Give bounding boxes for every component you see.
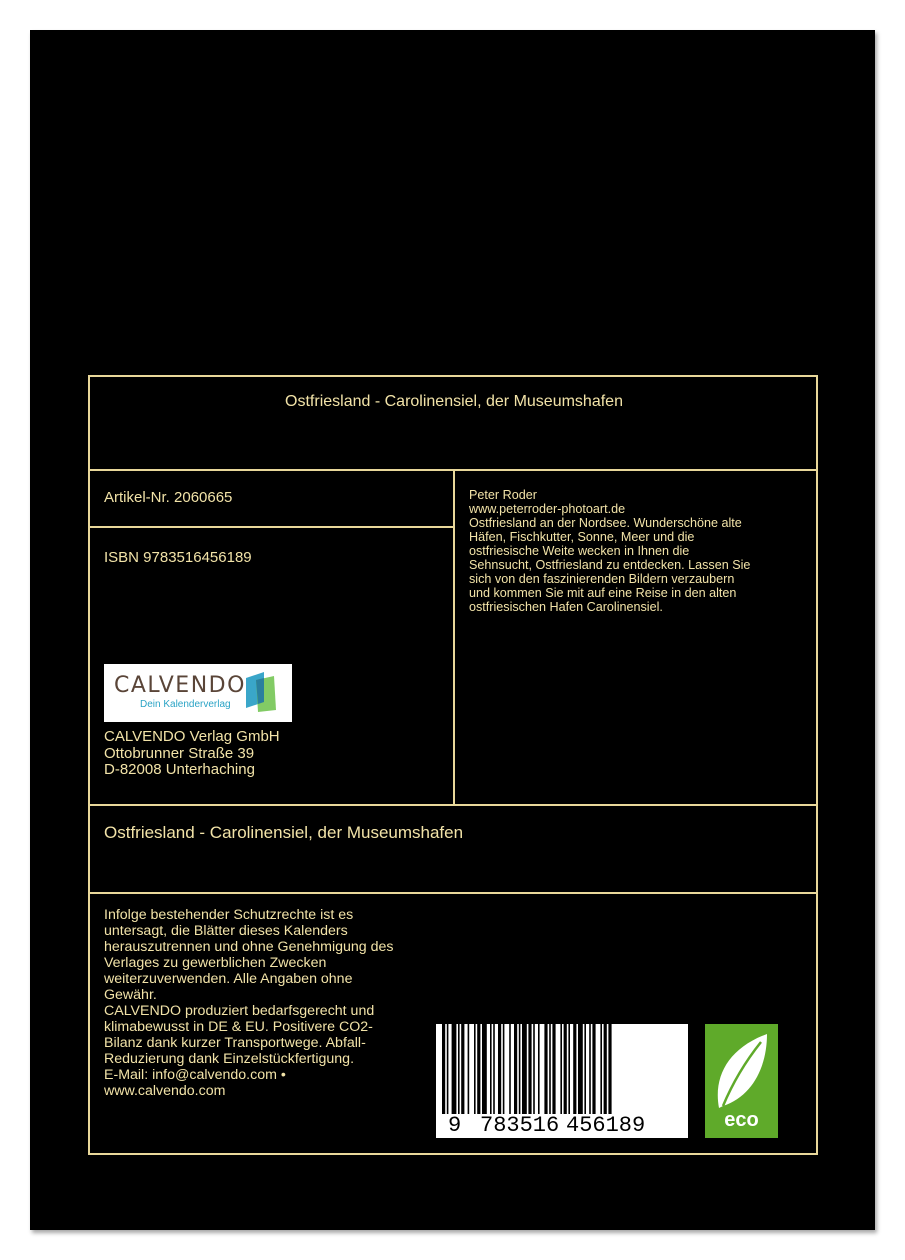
eco-badge	[705, 1024, 778, 1138]
barcode-right-digits: 456189	[566, 1113, 646, 1138]
title-box-bottom	[88, 804, 818, 894]
calendar-title-bottom: Ostfriesland - Carolinensiel, der Museumshafen	[104, 823, 464, 842]
logo-name: CALVENDO	[114, 673, 246, 698]
barcode-bars-icon	[436, 1024, 688, 1116]
calvendo-mark-icon	[244, 672, 278, 714]
calendar-title-top: Ostfriesland - Carolinensiel, der Museumshafen	[285, 393, 623, 410]
barcode-left-digits: 783516	[480, 1113, 560, 1138]
calendar-description: Peter Roder www.peterroder-photoart.de Ostfriesland an der Nordsee. Wunderschöne alte Häfen, Fischkutter, Sonne, Meer und die ostfriesische Weite wecken in Ihnen die Sehnsucht, Ostfriesland zu entdecken. Lassen Sie sich von den faszinierenden Bildern verzaubern und kommen Sie mit auf eine Reise in den alten ostfriesischen Hafen Carolinensiel.	[469, 488, 751, 614]
publisher-address: CALVENDO Verlag GmbH Ottobrunner Straße 39 D-82008 Unterhaching	[104, 728, 280, 778]
barcode-first-digit: 9	[448, 1113, 462, 1138]
logo-tagline: Dein Kalenderverlag	[140, 699, 231, 710]
barcode-digits	[436, 1114, 688, 1138]
title-box-top	[88, 375, 818, 471]
legal-notice: Infolge bestehender Schutzrechte ist es untersagt, die Blätter dieses Kalenders herauszutrennen und ohne Genehmigung des Verlages zu gewerblichen Zwecken weiterzuverwenden. Alle Angaben ohne Gewähr. CALVENDO produziert bedarfsgerecht und klimabewusst in DE & EU. Positivere CO2- Bilanz dank kurzer Transportwege. Abfall- Reduzierung dank Einzelstückfertigung. E-Mail: info@calvendo.com • www.calvendo.com	[104, 907, 394, 1099]
eco-label: eco	[724, 1109, 759, 1131]
leaf-icon	[705, 1026, 778, 1116]
isbn-barcode	[436, 1024, 688, 1138]
calvendo-logo	[104, 664, 292, 722]
article-number: Artikel-Nr. 2060665	[104, 489, 233, 506]
isbn-number: ISBN 9783516456189	[104, 549, 252, 566]
